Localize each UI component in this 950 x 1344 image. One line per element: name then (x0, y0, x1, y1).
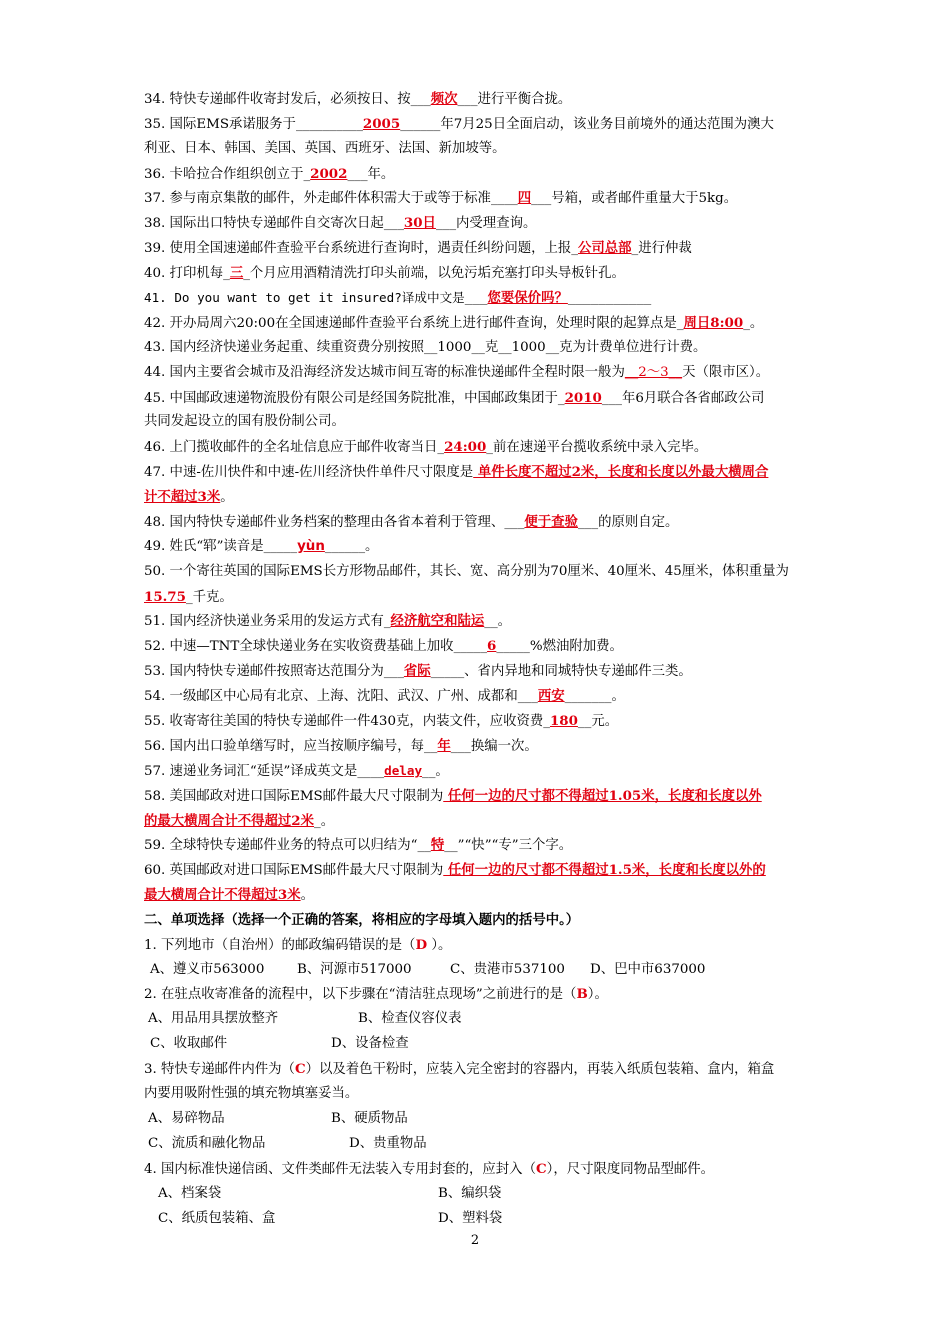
question-52: 52. 中速—TNT全球快递业务在实收资费基础上加收_____6_____%燃油附加费。 (144, 638, 623, 654)
question-53: 53. 国内特快专递邮件按照寄达范围分为___省际_____、省内异地和同城特快专递邮件三类。 (144, 663, 692, 679)
section-heading: 二、单项选择（选择一个正确的答案，将相应的字母填入题内的括号中。） (144, 912, 580, 928)
option-c: C、收取邮件 (150, 1036, 228, 1051)
option-b: B、编织袋 (438, 1186, 502, 1201)
answer: 单件长度不超过2米，长度和长度以外最大横周合 (473, 464, 769, 480)
answer: 年 (437, 738, 451, 754)
question-60: 60. 英国邮政对进口国际EMS邮件最大尺寸限制为 任何一边的尺寸都不得超过1.5米，长度和长度以外的 (144, 862, 766, 878)
question-38: 38. 国际出口特快专递邮件自交寄次日起___30日___内受理查询。 (144, 215, 537, 231)
question-39: 39. 使用全国速递邮件查验平台系统进行查询时，遇责任纠纷问题，上报_公司总部_进行仲裁 (144, 240, 692, 256)
answer: yùn (297, 539, 325, 554)
question-51: 51. 国内经济快递业务采用的发运方式有_经济航空和陆运__。 (144, 613, 512, 629)
option-b: B、硬质物品 (331, 1111, 408, 1126)
answer: 2002 (310, 166, 348, 182)
question-37: 37. 参与南京集散的邮件，外走邮件体积需大于或等于标准____四___号箱，或者邮件重量大于5kg。 (144, 190, 738, 206)
option-b: B、河源市517000 (297, 962, 412, 977)
question-58-cont: 的最大横周合计不得超过2米_。 (144, 813, 335, 829)
question-48: 48. 国内特快专递邮件业务档案的整理由各省本着利于管理、___便于查验___的原则自定。 (144, 514, 679, 530)
answer: 公司总部 (577, 240, 632, 256)
answer: 180 (549, 713, 578, 729)
question-35-cont: 利亚、日本、韩国、美国、英国、西班牙、法国、新加坡等。 (144, 141, 506, 156)
answer: 便于查验 (524, 514, 578, 530)
option-c: C、纸质包装箱、盒 (158, 1211, 276, 1226)
answer: 2010 (564, 390, 602, 406)
question-44: 44. 国内主要省会城市及沿海经济发达城市间互寄的标准快递邮件全程时限一般为__2～3__天（限市区）。 (144, 365, 770, 380)
question-41: 41. Do you want to get it insured?译成中文是___您要保价吗？___________ (144, 290, 652, 306)
answer: 15.75 (144, 589, 186, 605)
answer: C (294, 1061, 306, 1077)
option-b: B、检查仪容仪表 (358, 1011, 462, 1026)
question-46: 46. 上门揽收邮件的全名址信息应于邮件收寄当日_24:00_前在速递平台揽收系统中录入完毕。 (144, 439, 708, 455)
answer: __2～3__ (624, 365, 683, 380)
question-60-cont: 最大横周合计不得超过3米。 (144, 887, 315, 903)
option-d: D、巴中市637000 (590, 962, 706, 977)
choice-question-2: 2. 在驻点收寄准备的流程中，以下步骤在“清洁驻点现场”之前进行的是（B）。 (144, 986, 608, 1002)
option-a: A、档案袋 (158, 1186, 222, 1201)
option-c: C、贵港市537100 (450, 962, 565, 977)
answer: 2005 (362, 116, 401, 132)
answer: 最大横周合计不得超过3米 (144, 887, 301, 903)
question-47: 47. 中速-佐川快件和中速-佐川经济快件单件尺寸限度是 单件长度不超过2米，长度和长度以外最大横周合 (144, 464, 769, 480)
answer: 的最大横周合计不得超过2米 (144, 813, 315, 829)
question-42: 42. 开办局周六20:00在全国速递邮件查验平台系统上进行邮件查询，处理时限的起算点是_周日8:00_。 (144, 315, 764, 331)
answer: 任何一边的尺寸都不得超过1.5米，长度和长度以外的 (443, 862, 766, 878)
option-d: D、塑料袋 (438, 1211, 503, 1226)
answer: C (535, 1161, 547, 1177)
choice-question-3-cont: 内要用吸附性强的填充物填塞妥当。 (144, 1086, 359, 1101)
answer: 省际 (403, 663, 431, 679)
answer: 频次 (430, 91, 458, 107)
answer: 30日 (403, 215, 436, 231)
answer: D (415, 937, 428, 953)
question-45-cont: 共同发起设立的国有股份制公司。 (144, 414, 345, 429)
answer: 经济航空和陆运 (390, 613, 485, 629)
answer: 三 (229, 265, 244, 281)
question-47-cont: 计不超过3米。 (144, 489, 234, 505)
answer: 24:00 (444, 439, 487, 455)
question-36: 36. 卡哈拉合作组织创立于_2002___年。 (144, 166, 395, 182)
answer: delay (384, 763, 423, 778)
question-35: 35. 国际EMS承诺服务于__________2005______年7月25日全面启动，该业务目前境外的通达范围为澳大 (144, 116, 774, 132)
choice-question-1: 1. 下列地市（自治州）的邮政编码错误的是（D ）。 (144, 937, 452, 953)
question-40: 40. 打印机每_三_个月应用酒精清洗打印头前端，以免污垢充塞打印头导板针孔。 (144, 265, 625, 281)
answer: 特 (430, 837, 445, 853)
answer: 计不超过3米 (144, 489, 221, 505)
option-c: C、流质和融化物品 (148, 1136, 266, 1151)
choice-question-4: 4. 国内标准快递信函、文件类邮件无法装入专用封套的，应封入（C），尺寸限度同物品型邮件。 (144, 1161, 715, 1177)
answer: 您要保价吗？ (487, 290, 568, 306)
option-a: A、遵义市563000 (150, 962, 265, 977)
answer: 任何一边的尺寸都不得超过1.05米，长度和长度以外 (443, 788, 762, 804)
question-56: 56. 国内出口验单缮写时，应当按顺序编号，每__年___换编一次。 (144, 738, 538, 754)
answer: 周日8:00 (683, 315, 744, 331)
question-50: 50. 一个寄往英国的国际EMS长方形物品邮件，其长、宽、高分别为70厘米、40厘米、45厘米，体积重量为 (144, 564, 789, 579)
question-54: 54. 一级邮区中心局有北京、上海、沈阳、武汉、广州、成都和___西安_______。 (144, 688, 625, 704)
answer: B (576, 986, 588, 1002)
option-d: D、设备检查 (331, 1036, 409, 1051)
page-number: 2 (470, 1233, 480, 1248)
answer: 6 (487, 638, 497, 654)
question-50-cont: 15.75_千克。 (144, 589, 233, 605)
option-a: A、易碎物品 (148, 1111, 225, 1126)
question-45: 45. 中国邮政速递物流股份有限公司是经国务院批准，中国邮政集团于_2010___年6月联合各省邮政公司 (144, 390, 765, 406)
option-d: D、贵重物品 (349, 1136, 427, 1151)
answer: 四 (517, 190, 532, 206)
option-a: A、用品用具摆放整齐 (148, 1011, 279, 1026)
answer: 西安 (537, 688, 565, 704)
choice-question-3: 3. 特快专递邮件内件为（C）以及着色干粉时，应装入完全密封的容器内，再装入纸质包装箱、盒内，箱盒 (144, 1061, 775, 1077)
question-57: 57. 速递业务词汇“延误”译成英文是____delay__。 (144, 763, 449, 779)
question-43: 43. 国内经济快递业务起重、续重资费分别按照__1000__克__1000__克为计费单位进行计费。 (144, 340, 707, 355)
question-55: 55. 收寄寄往美国的特快专递邮件一件430克，内装文件，应收资费_180__元。 (144, 713, 619, 729)
question-59: 59. 全球特快专递邮件业务的特点可以归结为“__特__”“快”“专”三个字。 (144, 837, 573, 853)
question-34: 34. 特快专递邮件收寄封发后，必须按日、按___频次___进行平衡合拢。 (144, 91, 572, 107)
question-49: 49. 姓氏“郓”读音是_____yùn______。 (144, 539, 379, 554)
question-58: 58. 美国邮政对进口国际EMS邮件最大尺寸限制为 任何一边的尺寸都不得超过1.05米，长度和长度以外 (144, 788, 762, 804)
